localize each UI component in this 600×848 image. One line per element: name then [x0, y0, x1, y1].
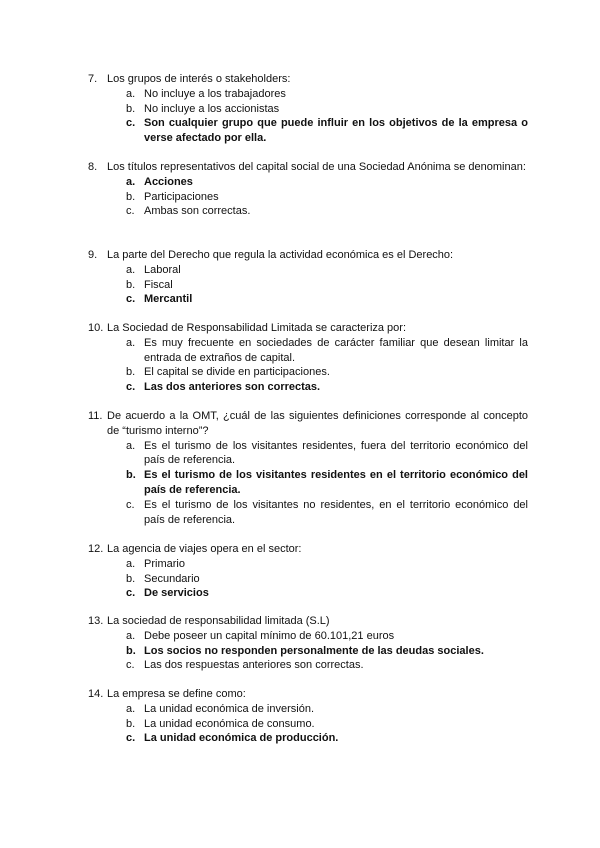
option-text: No incluye a los accionistas [144, 102, 280, 115]
option-letter: a. [126, 336, 136, 349]
option-text: Ambas son correctas. [144, 205, 251, 218]
answer-option [126, 439, 528, 469]
option-letter: b. [126, 644, 136, 657]
question-stem [88, 687, 528, 702]
option-text: Mercantil [144, 293, 193, 306]
question-number: 7. [88, 73, 98, 85]
answer-option [126, 87, 528, 102]
option-text: Es muy frecuente en sociedades de carácter familiar que desean limitar la entrada de extraños de capital. [144, 336, 528, 364]
answer-options [88, 175, 528, 219]
option-letter: b. [126, 190, 136, 203]
answer-option [126, 336, 528, 366]
answer-options [88, 263, 528, 307]
question-stem [88, 614, 528, 629]
option-text: Las dos anteriores son correctas. [144, 381, 321, 394]
question-text: Los grupos de interés o stakeholders: [107, 73, 291, 85]
question-8 [88, 160, 528, 219]
option-text: La unidad económica de consumo. [144, 717, 315, 730]
option-letter: a. [126, 702, 136, 715]
question-14 [88, 687, 528, 746]
option-letter: b. [126, 469, 136, 482]
option-letter: c. [126, 732, 136, 745]
question-9 [88, 248, 528, 307]
option-letter: c. [126, 381, 136, 394]
option-text: La unidad económica de producción. [144, 732, 339, 745]
question-10 [88, 321, 528, 395]
answer-options [88, 336, 528, 395]
option-text: Fiscal [144, 278, 173, 291]
question-number: 12. [88, 543, 104, 555]
option-text: Son cualquier grupo que puede influir en los objetivos de la empresa o verse afectado por ella. [144, 117, 528, 145]
answer-option [126, 204, 528, 219]
answer-options [88, 702, 528, 746]
question-stem [88, 72, 528, 87]
question-13 [88, 614, 528, 673]
option-text: Es el turismo de los visitantes no residentes, en el territorio económico del país de referencia. [144, 498, 528, 526]
answer-option-correct [126, 731, 528, 746]
answer-options [88, 87, 528, 146]
option-letter: b. [126, 278, 136, 291]
option-letter: c. [126, 659, 135, 672]
answer-option-correct [126, 468, 528, 498]
answer-option [126, 557, 528, 572]
question-number: 11. [88, 410, 103, 422]
option-letter: c. [126, 117, 136, 130]
answer-option [126, 278, 528, 293]
question-text: De acuerdo a la OMT, ¿cuál de las siguientes definiciones corresponde al concepto de “turismo interno”? [107, 410, 528, 437]
question-number: 14. [88, 688, 104, 700]
question-stem [88, 248, 528, 263]
question-stem [88, 542, 528, 557]
option-letter: a. [126, 557, 136, 570]
answer-option-correct [126, 175, 528, 190]
option-letter: a. [126, 263, 136, 276]
option-text: Participaciones [144, 190, 219, 203]
question-number: 13. [88, 615, 104, 627]
question-text: La Sociedad de Responsabilidad Limitada se caracteriza por: [107, 322, 407, 334]
answer-option-correct [126, 292, 528, 307]
question-text: La parte del Derecho que regula la actividad económica es el Derecho: [107, 249, 454, 261]
option-letter: b. [126, 572, 136, 585]
option-text: Es el turismo de los visitantes residentes, fuera del territorio económico del país de referencia. [144, 439, 528, 467]
answer-options [88, 557, 528, 601]
question-7 [88, 72, 528, 146]
answer-option [126, 102, 528, 117]
option-text: La unidad económica de inversión. [144, 702, 315, 715]
option-letter: a. [126, 175, 136, 188]
question-stem [88, 409, 528, 439]
question-stem [88, 160, 528, 175]
option-letter: c. [126, 293, 136, 306]
question-text: La agencia de viajes opera en el sector: [107, 543, 302, 555]
question-12 [88, 542, 528, 601]
option-text: Acciones [144, 175, 193, 188]
option-letter: b. [126, 717, 136, 730]
option-letter: a. [126, 439, 136, 452]
question-stem [88, 321, 528, 336]
question-text: Los títulos representativos del capital social de una Sociedad Anónima se denominan: [107, 161, 526, 173]
answer-option [126, 629, 528, 644]
option-letter: b. [126, 102, 136, 115]
option-text: Es el turismo de los visitantes residentes en el territorio económico del país de referencia. [144, 469, 528, 496]
answer-option [126, 498, 528, 528]
option-letter: b. [126, 366, 136, 379]
answer-option [126, 572, 528, 587]
answer-option [126, 717, 528, 732]
option-letter: c. [126, 498, 135, 511]
option-letter: c. [126, 205, 135, 218]
question-number: 10. [88, 322, 104, 334]
option-text: Las dos respuestas anteriores son correctas. [144, 659, 364, 672]
answer-option [126, 658, 528, 673]
question-number: 8. [88, 161, 98, 173]
answer-option [126, 702, 528, 717]
option-text: Secundario [144, 572, 200, 585]
option-text: Los socios no responden personalmente de las deudas sociales. [144, 644, 484, 657]
answer-option-correct [126, 380, 528, 395]
option-text: Laboral [144, 263, 181, 276]
question-text: La sociedad de responsabilidad limitada (S.L) [107, 615, 330, 627]
answer-option-correct [126, 586, 528, 601]
option-text: Primario [144, 557, 185, 570]
question-text: La empresa se define como: [107, 688, 246, 700]
answer-option [126, 263, 528, 278]
answer-option-correct [126, 116, 528, 146]
option-letter: c. [126, 587, 136, 600]
option-letter: a. [126, 87, 136, 100]
option-letter: a. [126, 629, 136, 642]
question-number: 9. [88, 249, 98, 261]
answer-option [126, 365, 528, 380]
option-text: De servicios [144, 587, 209, 600]
answer-options [88, 629, 528, 673]
answer-option-correct [126, 644, 528, 659]
answer-option [126, 190, 528, 205]
answer-options [88, 439, 528, 528]
option-text: No incluye a los trabajadores [144, 87, 286, 100]
question-11 [88, 409, 528, 527]
option-text: Debe poseer un capital mínimo de 60.101,21 euros [144, 629, 395, 642]
option-text: El capital se divide en participaciones. [144, 366, 330, 379]
